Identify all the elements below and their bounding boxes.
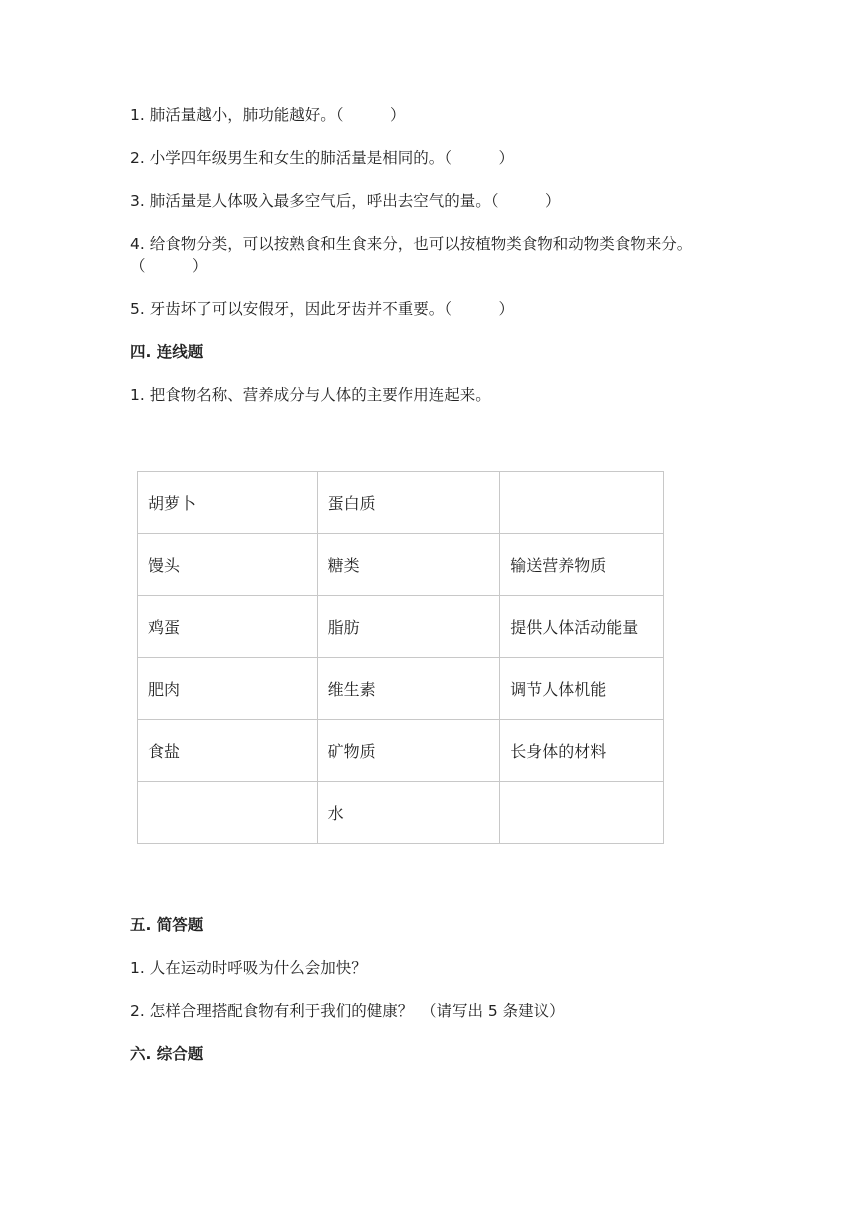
- table-row: [138, 472, 664, 534]
- judgement-item-1: 1. 肺活量越小，肺功能越好。（ ）: [130, 106, 406, 124]
- nutrient-cell: 维生素: [317, 658, 500, 720]
- food-cell: 肥肉: [138, 658, 318, 720]
- short-answer-question-2: 2. 怎样合理搭配食物有利于我们的健康？ （请写出 5 条建议）: [130, 1002, 565, 1020]
- function-cell: 长身体的材料: [500, 720, 664, 782]
- food-cell: 鸡蛋: [138, 596, 318, 658]
- function-cell: [500, 782, 664, 844]
- judgement-item-4: 4. 给食物分类，可以按熟食和生食来分，也可以按植物类食物和动物类食物来分。（ ）: [130, 235, 693, 275]
- food-cell: [138, 782, 318, 844]
- table-row: [138, 720, 664, 782]
- table-row: [138, 658, 664, 720]
- nutrient-cell: 水: [317, 782, 500, 844]
- food-cell: 馒头: [138, 534, 318, 596]
- section-heading-matching: 四. 连线题: [130, 343, 204, 361]
- function-cell: 调节人体机能: [500, 658, 664, 720]
- nutrient-cell: 糖类: [317, 534, 500, 596]
- function-cell: [500, 472, 664, 534]
- food-cell: 食盐: [138, 720, 318, 782]
- nutrient-cell: 矿物质: [317, 720, 500, 782]
- nutrient-cell: 蛋白质: [317, 472, 500, 534]
- food-cell: 胡萝卜: [138, 472, 318, 534]
- judgement-item-2: 2. 小学四年级男生和女生的肺活量是相同的。（ ）: [130, 149, 514, 167]
- table-row: [138, 782, 664, 844]
- table-row: [138, 534, 664, 596]
- judgement-item-5: 5. 牙齿坏了可以安假牙，因此牙齿并不重要。（ ）: [130, 300, 514, 318]
- judgement-item-3: 3. 肺活量是人体吸入最多空气后，呼出去空气的量。（ ）: [130, 192, 561, 210]
- section-heading-short-answer: 五. 简答题: [130, 916, 204, 934]
- short-answer-question-1: 1. 人在运动时呼吸为什么会加快？: [130, 959, 367, 977]
- matching-table: [137, 471, 664, 844]
- function-cell: 输送营养物质: [500, 534, 664, 596]
- function-cell: 提供人体活动能量: [500, 596, 664, 658]
- nutrient-cell: 脂肪: [317, 596, 500, 658]
- matching-question: 1. 把食物名称、营养成分与人体的主要作用连起来。: [130, 386, 491, 404]
- table-row: [138, 596, 664, 658]
- section-heading-comprehensive: 六. 综合题: [130, 1045, 204, 1063]
